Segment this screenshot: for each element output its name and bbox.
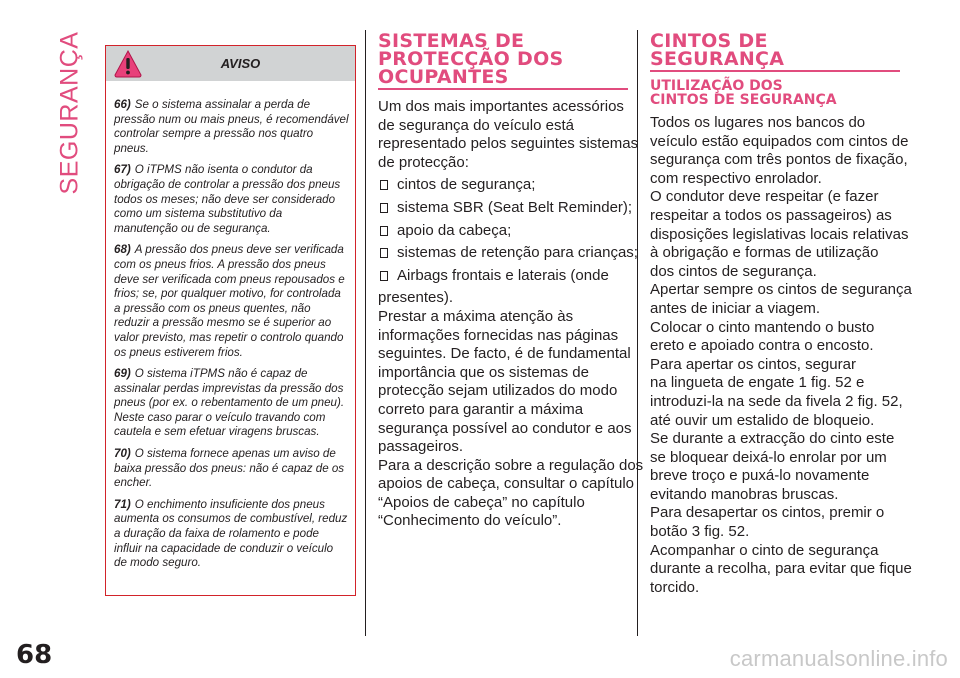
heading-line: SEGURANÇA: [650, 48, 785, 70]
warning-item-text: O enchimento insuficiente dos pneus aumenta os consumos de combustível, reduz a duração da faixa de rolamento e pode influir na capacidade de conduzir o veículo de modo seguro.: [114, 497, 348, 570]
warning-item-number: 67): [114, 163, 131, 177]
list-item-text: Airbags frontais e laterais (onde: [397, 266, 609, 284]
checkbox-bullet-icon: [380, 271, 388, 281]
warning-item-number: 66): [114, 98, 131, 111]
checkbox-bullet-icon: [380, 203, 388, 213]
text-line: Um dos mais importantes acessórios: [378, 98, 624, 115]
list-item-text: cintos de segurança;: [397, 176, 536, 194]
section-heading: [378, 32, 628, 90]
text-line: importância que os sistemas de: [378, 363, 589, 381]
text-line: representado pelos seguintes sistemas: [378, 135, 639, 153]
text-line: segurança possível ao condutor e aos: [378, 419, 632, 437]
text-line: correto para garantir a máxima: [378, 400, 584, 418]
warning-item-text: O sistema iTPMS não é capaz de assinalar perdas imprevistas da pressão dos pneus (por ex. o rebentamento de um pneu). Neste caso parar o veículo travando com cautela e sem efetuar viragens bruscas.: [114, 367, 345, 439]
warning-item-number: 69): [114, 367, 131, 381]
warning-item-number: 68): [114, 243, 131, 257]
text-line: segurança com três pontos de fixação,: [650, 151, 908, 169]
warning-item: [114, 447, 349, 491]
text-line: passageiros.: [378, 438, 464, 456]
list-item-text: sistemas de retenção para crianças;: [397, 244, 638, 262]
text-line: apoios de cabeça, consultar o capítulo: [378, 475, 635, 493]
text-line: “Apoios de cabeça” no capítulo: [378, 493, 585, 511]
page-number: 68: [16, 640, 53, 670]
text-line: na lingueta de engate 1 fig. 52 e: [650, 374, 865, 392]
text-line: seguintes. De facto, é de fundamental: [378, 345, 631, 363]
warning-box: [105, 45, 356, 596]
text-line: Acompanhar o cinto de segurança: [650, 541, 879, 559]
list-item-text: sistema SBR (Seat Belt Reminder);: [397, 198, 633, 216]
text-line: à obrigação e formas de utilização: [650, 244, 879, 262]
heading-line: PROTECÇÃO DOS: [378, 48, 564, 70]
section-tab: [52, 28, 88, 198]
heading-line: OCUPANTES: [378, 66, 509, 88]
text-line: com respectivo enrolador.: [650, 169, 822, 187]
text-line: introduzi-la na sede da fivela 2 fig. 52,: [650, 392, 903, 410]
watermark: carmanualsonline.info: [729, 646, 948, 671]
col2-body: [378, 98, 643, 531]
text-line: Apertar sempre os cintos de segurança: [650, 281, 912, 299]
text-line: presentes).: [378, 289, 454, 307]
heading-line: SISTEMAS DE: [378, 30, 525, 52]
col3-body: [650, 114, 912, 597]
text-line: breve troço e puxá-lo novamente: [650, 467, 870, 485]
text-line: até ouvir um estalido de bloqueio.: [650, 411, 875, 429]
text-line: evitando manobras bruscas.: [650, 485, 839, 503]
section-tab-label: SEGURANÇA: [55, 31, 84, 195]
warning-item: [114, 498, 349, 571]
text-line: durante a recolha, para evitar que fique: [650, 560, 912, 578]
text-line: respeitar a todos os passageiros) as: [650, 206, 892, 224]
warning-list: [114, 98, 349, 578]
list-item: [378, 222, 643, 241]
warning-item-text: A pressão dos pneus deve ser verificada com os pneus frios. A pressão dos pneus deve ser verificada com pneus repousados e frios; se, por qualquer motivo, for controlada a pressão com os pneus quentes, não reduzir a pressão mesmo se é superior ao valor previsto, mas repetir o controlo quando os pneus estiverem frios.: [114, 243, 345, 359]
warning-item: [114, 243, 349, 360]
warning-item-number: 71): [114, 497, 131, 511]
warning-title: AVISO: [220, 56, 261, 71]
warning-item-number: 70): [114, 447, 131, 461]
checkbox-bullet-icon: [380, 180, 388, 190]
list-item: [378, 267, 643, 286]
subheading-line: CINTOS DE SEGURANÇA: [650, 92, 837, 108]
text-line: Todos os lugares nos bancos do: [650, 114, 866, 131]
warning-item-text: O sistema fornece apenas um aviso de baixa pressão dos pneus: não é capaz de os encher.: [114, 447, 345, 490]
text-line: torcido.: [650, 578, 700, 596]
checkbox-bullet-icon: [380, 226, 388, 236]
text-line: Se durante a extracção do cinto este: [650, 430, 895, 448]
text-line: se bloquear deixá-lo enrolar por um: [650, 448, 887, 466]
text-line: antes de iniciar a viagem.: [650, 299, 821, 317]
subheading-line: UTILIZAÇÃO DOS: [650, 78, 783, 94]
list-item: [378, 199, 643, 218]
text-line: Para a descrição sobre a regulação dos: [378, 456, 644, 474]
text-line: Para apertar os cintos, segurar: [650, 355, 856, 373]
text-line: “Conhecimento do veículo”.: [378, 512, 562, 530]
list-item-text: apoio da cabeça;: [397, 221, 512, 239]
text-line: Para desapertar os cintos, premir o: [650, 504, 885, 522]
text-line: veículo estão equipados com cintos de: [650, 132, 909, 150]
heading-line: CINTOS DE: [650, 30, 768, 52]
section-heading: [650, 32, 900, 72]
text-line: protecção sejam utilizados do modo: [378, 382, 618, 400]
text-line: Prestar a máxima atenção às: [378, 307, 574, 325]
warning-item-text: Se o sistema assinalar a perda de pressão num ou mais pneus, é recomendável controlar sempre a pressão nos quatro pneus.: [114, 98, 349, 155]
text-line: de protecção:: [378, 153, 469, 171]
text-line: informações fornecidas nas páginas: [378, 326, 619, 344]
text-line: botão 3 fig. 52.: [650, 523, 750, 541]
text-line: ereto e apoiado contra o encosto.: [650, 337, 874, 355]
text-line: dos cintos de segurança.: [650, 262, 817, 280]
list-item: [378, 176, 643, 195]
text-line: de segurança do veículo está: [378, 116, 574, 134]
text-line: Colocar o cinto mantendo o busto: [650, 318, 875, 336]
list-item: [378, 244, 643, 263]
warning-item-text: O iTPMS não isenta o condutor da obrigação de controlar a pressão dos pneus todos os meses; não deve ser considerado como um sistema substitutivo da manutenção ou de segurança.: [114, 163, 341, 235]
warning-header: [106, 46, 355, 81]
text-line: disposições legislativas locais relativas: [650, 225, 909, 243]
checkbox-bullet-icon: [380, 248, 388, 258]
column-divider: [365, 30, 366, 636]
text-line: O condutor deve respeitar (e fazer: [650, 188, 879, 206]
warning-item: [114, 163, 349, 236]
warning-item: [114, 98, 349, 156]
sub-heading: [650, 79, 837, 107]
warning-item: [114, 367, 349, 440]
